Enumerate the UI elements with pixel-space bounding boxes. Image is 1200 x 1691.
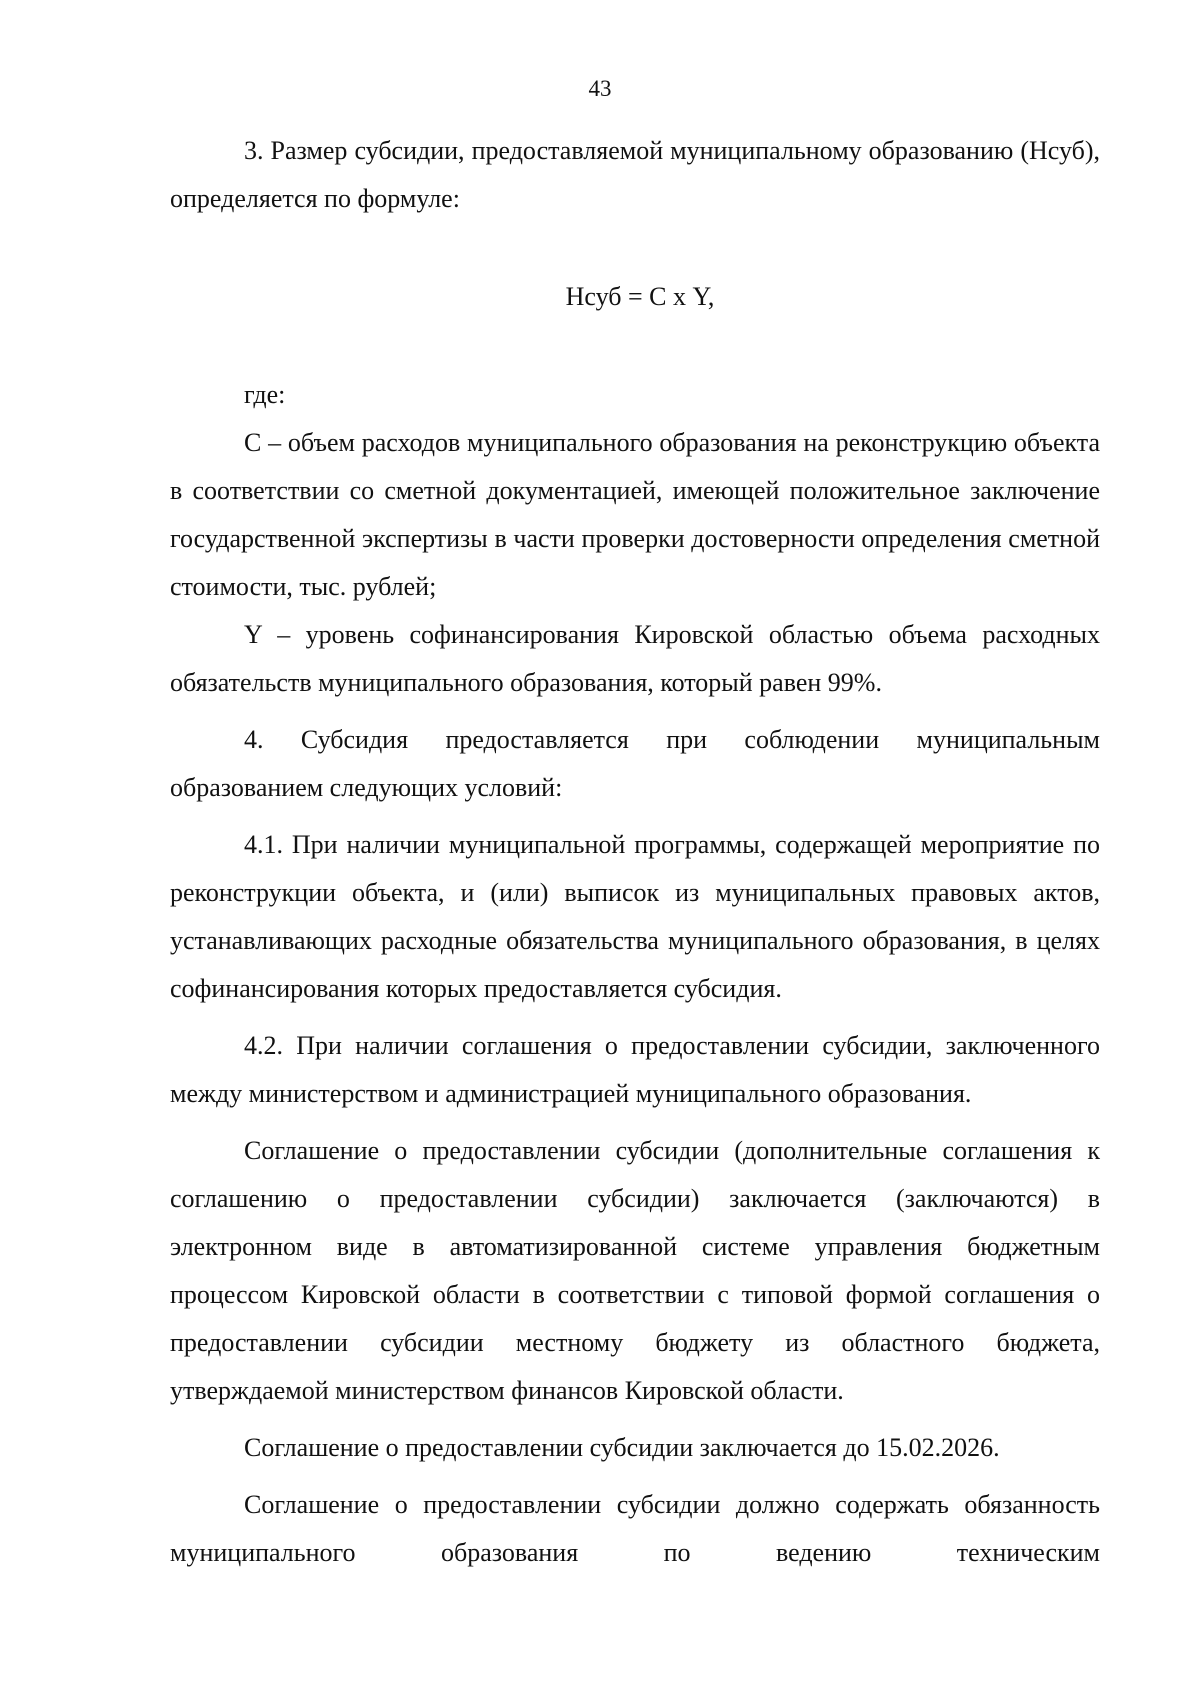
paragraph-condition-4-1: 4.1. При наличии муниципальной программы, содержащей мероприятие по реконструкции объекта, и (или) выписок из муниципальных правовых актов, устанавливающих расходные обязательства муниципального образования, в целях софинансирования которых предоставляется субсидия. (170, 830, 1100, 1003)
paragraph-subsidy-size: 3. Размер субсидии, предоставляемой муниципальному образованию (Нсуб), определяется по формуле: (170, 136, 1100, 213)
paragraph-agreement-deadline: Соглашение о предоставлении субсидии заключается до 15.02.2026. (244, 1433, 1000, 1462)
paragraph-definition-y: Y – уровень софинансирования Кировской областью объема расходных обязательств муниципального образования, который равен 99%. (170, 620, 1100, 697)
formula: Нсуб = С х Y, (565, 282, 715, 311)
paragraph-definition-c: С – объем расходов муниципального образования на реконструкцию объекта в соответствии со сметной документацией, имеющей положительное заключение государственной экспертизы в части проверки достоверности определения сметной стоимости, тыс. рублей; (170, 428, 1100, 601)
paragraph-where: где: (244, 380, 286, 409)
paragraph-conditions: 4. Субсидия предоставляется при соблюдении муниципальным образованием следующих условий: (170, 725, 1100, 802)
document-body (170, 127, 1100, 1577)
paragraph-agreement-content: Соглашение о предоставлении субсидии должно содержать обязанность муниципального образования по ведению техническим (170, 1490, 1100, 1567)
page-number: 43 (588, 76, 612, 101)
paragraph-condition-4-2: 4.2. При наличии соглашения о предоставлении субсидии, заключенного между министерством и администрацией муниципального образования. (170, 1031, 1100, 1108)
paragraph-agreement-form: Соглашение о предоставлении субсидии (дополнительные соглашения к соглашению о предоставлении субсидии) заключается (заключаются) в электронном виде в автоматизированной системе управления бюджетным процессом Кировской области в соответствии с типовой формой соглашения о предоставлении субсидии местному бюджету из областного бюджета, утверждаемой министерством финансов Кировской области. (170, 1136, 1100, 1405)
